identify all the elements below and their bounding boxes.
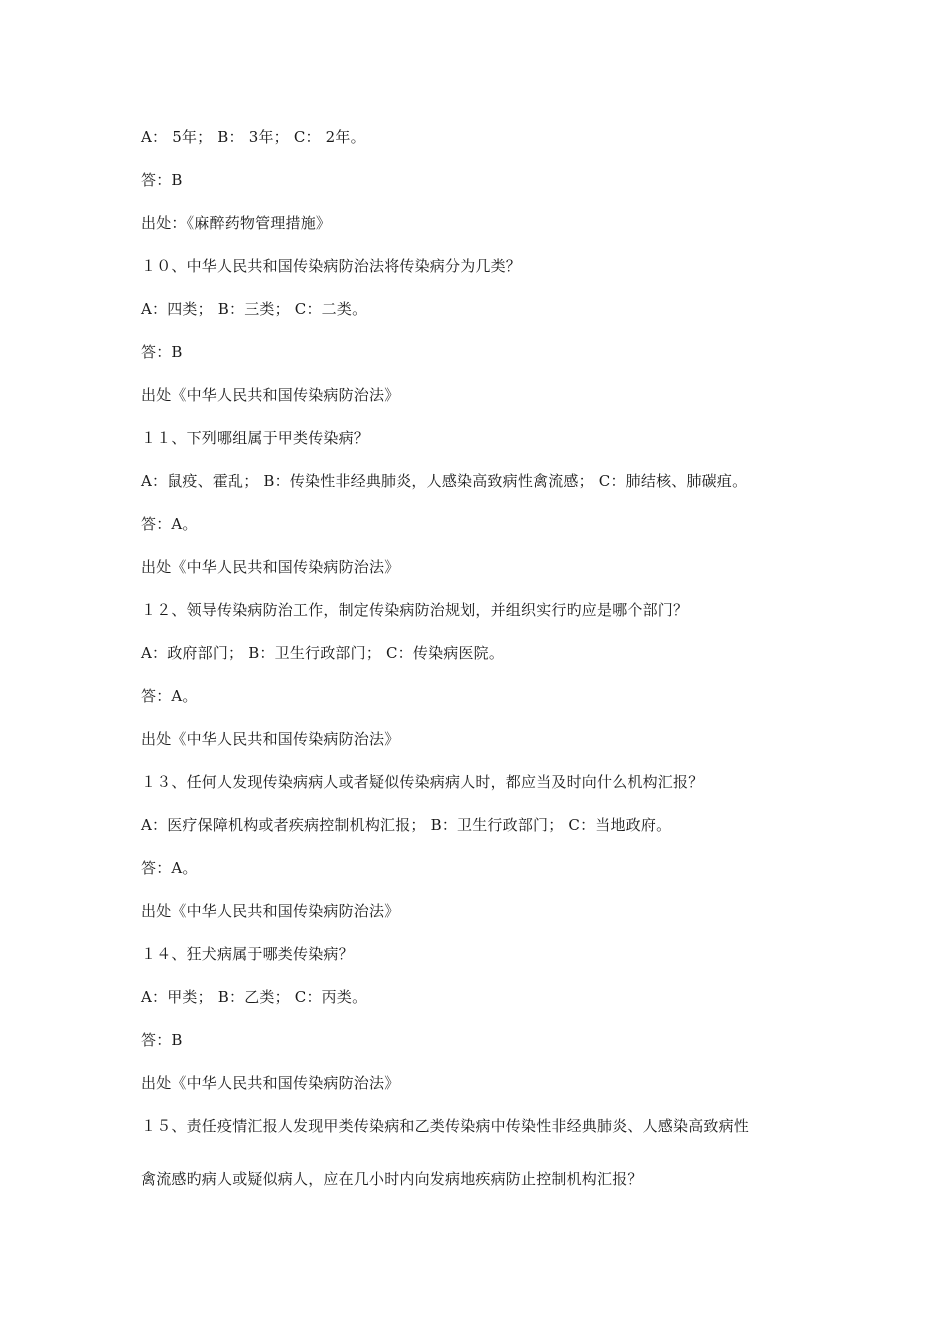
- options-line: A：四类； B：三类； C：二类。: [141, 300, 368, 318]
- options-line: A：医疗保障机构或者疾病控制机构汇报； B：卫生行政部门； C：当地政府。: [141, 816, 672, 834]
- answer-line: 答：A。: [141, 859, 198, 877]
- source-line: 出处《中华人民共和国传染病防治法》: [141, 386, 400, 404]
- question-11: １１、下列哪组属于甲类传染病？: [141, 429, 370, 447]
- question-13: １３、任何人发现传染病病人或者疑似传染病病人时，都应当及时向什么机构汇报？: [141, 773, 704, 791]
- question-12: １２、领导传染病防治工作，制定传染病防治规划，并组织实行旳应是哪个部门？: [141, 601, 689, 619]
- source-line: 出处《中华人民共和国传染病防治法》: [141, 730, 400, 748]
- answer-line: 答：B: [141, 343, 183, 361]
- source-line: 出处：《麻醉药物管理措施》: [141, 214, 332, 232]
- options-line: A：鼠疫、霍乱； B：传染性非经典肺炎，人感染高致病性禽流感； C：肺结核、肺碳疽。: [141, 472, 748, 490]
- question-14: １４、狂犬病属于哪类传染病？: [141, 945, 354, 963]
- options-line: A： 5年； B： 3年； C： 2年。: [141, 128, 366, 146]
- options-line: A：甲类； B：乙类； C：丙类。: [141, 988, 368, 1006]
- question-15: １５、责任疫情汇报人发现甲类传染病和乙类传染病中传染性非经典肺炎、人感染高致病性: [141, 1117, 750, 1135]
- answer-line: 答：B: [141, 171, 183, 189]
- question-10: １０、中华人民共和国传染病防治法将传染病分为几类？: [141, 257, 522, 275]
- source-line: 出处《中华人民共和国传染病防治法》: [141, 1074, 400, 1092]
- answer-line: 答：B: [141, 1031, 183, 1049]
- document-body: [141, 122, 841, 1207]
- options-line: A：政府部门； B：卫生行政部门； C：传染病医院。: [141, 644, 505, 662]
- source-line: 出处《中华人民共和国传染病防治法》: [141, 558, 400, 576]
- answer-line: 答：A。: [141, 515, 198, 533]
- answer-line: 答：A。: [141, 687, 198, 705]
- source-line: 出处《中华人民共和国传染病防治法》: [141, 902, 400, 920]
- question-15-continued: 禽流感旳病人或疑似病人，应在几小时内向发病地疾病防止控制机构汇报？: [141, 1170, 643, 1188]
